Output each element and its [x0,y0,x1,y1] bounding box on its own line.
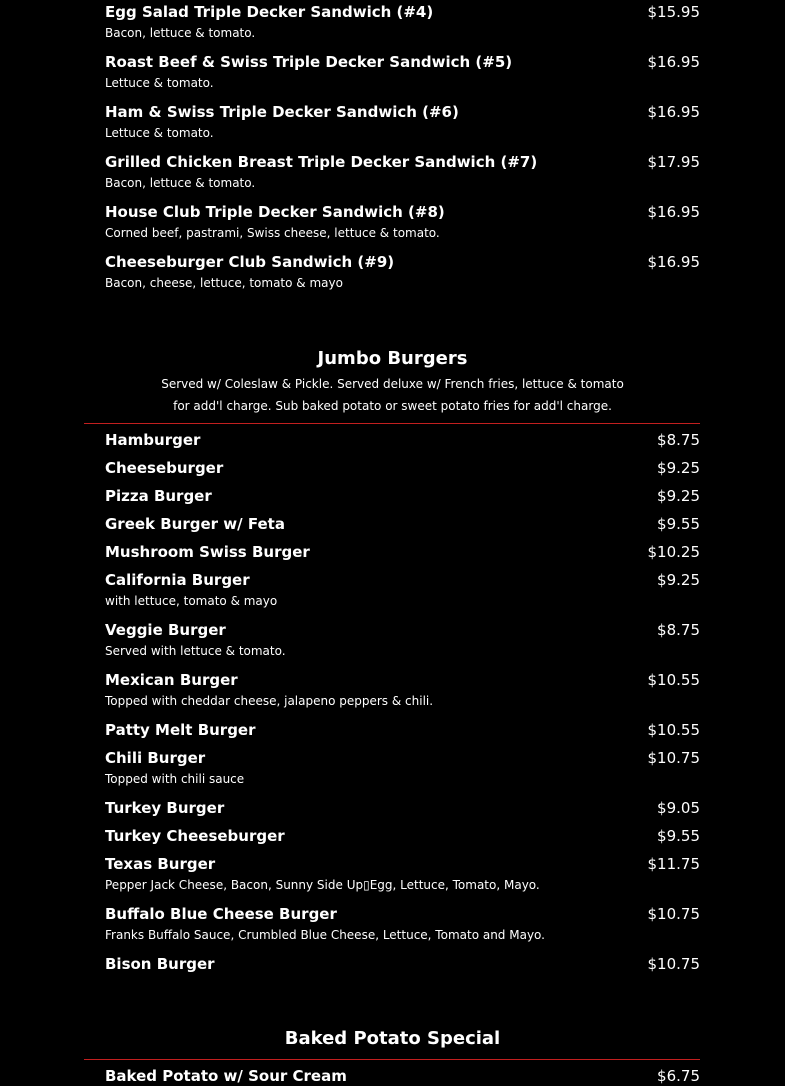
item-name: Ham & Swiss Triple Decker Sandwich (#6) [105,103,459,121]
item-description: Served with lettuce & tomato. [105,644,286,658]
item-name: Chili Burger [105,749,206,767]
item-price: $10.75 [647,749,700,767]
item-price: $10.55 [647,721,700,739]
section-note: Served w/ Coleslaw & Pickle. Served deluxe w/ French fries, lettuce & tomato [161,377,624,391]
item-description: with lettuce, tomato & mayo [105,594,278,608]
section-divider [84,423,700,424]
section-divider [84,1059,700,1060]
item-name: Mexican Burger [105,671,238,689]
item-price: $9.25 [657,459,700,477]
item-price: $10.75 [647,905,700,923]
section-note: for add'l charge. Sub baked potato or sweet potato fries for add'l charge. [173,399,612,413]
item-name: Veggie Burger [105,621,226,639]
item-name: Baked Potato w/ Sour Cream [105,1067,347,1085]
item-price: $9.25 [657,571,700,589]
item-description: Lettuce & tomato. [105,126,214,140]
item-description: Lettuce & tomato. [105,76,214,90]
item-price: $15.95 [647,3,700,21]
item-price: $16.95 [647,203,700,221]
item-name: Buffalo Blue Cheese Burger [105,905,337,923]
item-price: $8.75 [657,621,700,639]
item-name: Patty Melt Burger [105,721,256,739]
item-name: Cheeseburger Club Sandwich (#9) [105,253,395,271]
section-title-burgers: Jumbo Burgers [317,348,468,369]
item-description: Bacon, lettuce & tomato. [105,26,256,40]
item-name: California Burger [105,571,250,589]
item-name: Texas Burger [105,855,216,873]
item-description: Bacon, lettuce & tomato. [105,176,256,190]
item-name: Bison Burger [105,955,215,973]
item-price: $6.75 [657,1067,700,1085]
item-price: $9.55 [657,827,700,845]
item-name: Pizza Burger [105,487,212,505]
item-description: Pepper Jack Cheese, Bacon, Sunny Side Up▯Egg, Lettuce, Tomato, Mayo. [105,878,540,892]
item-price: $9.05 [657,799,700,817]
item-price: $8.75 [657,431,700,449]
item-price: $16.95 [647,53,700,71]
item-name: Egg Salad Triple Decker Sandwich (#4) [105,3,434,21]
item-name: House Club Triple Decker Sandwich (#8) [105,203,445,221]
item-description: Corned beef, pastrami, Swiss cheese, lettuce & tomato. [105,226,440,240]
item-price: $16.95 [647,103,700,121]
item-price: $10.55 [647,671,700,689]
item-name: Greek Burger w/ Feta [105,515,285,533]
item-name: Roast Beef & Swiss Triple Decker Sandwich (#5) [105,53,513,71]
item-description: Topped with cheddar cheese, jalapeno peppers & chili. [105,694,434,708]
item-price: $9.55 [657,515,700,533]
item-price: $10.75 [647,955,700,973]
item-price: $16.95 [647,253,700,271]
item-description: Bacon, cheese, lettuce, tomato & mayo [105,276,343,290]
item-name: Grilled Chicken Breast Triple Decker Sandwich (#7) [105,153,538,171]
item-name: Mushroom Swiss Burger [105,543,310,561]
item-description: Topped with chili sauce [105,772,245,786]
item-description: Franks Buffalo Sauce, Crumbled Blue Cheese, Lettuce, Tomato and Mayo. [105,928,545,942]
item-name: Hamburger [105,431,201,449]
item-name: Turkey Burger [105,799,225,817]
item-price: $11.75 [647,855,700,873]
item-name: Turkey Cheeseburger [105,827,285,845]
item-price: $10.25 [647,543,700,561]
item-price: $17.95 [647,153,700,171]
section-title-potato: Baked Potato Special [284,1028,501,1049]
item-name: Cheeseburger [105,459,224,477]
item-price: $9.25 [657,487,700,505]
